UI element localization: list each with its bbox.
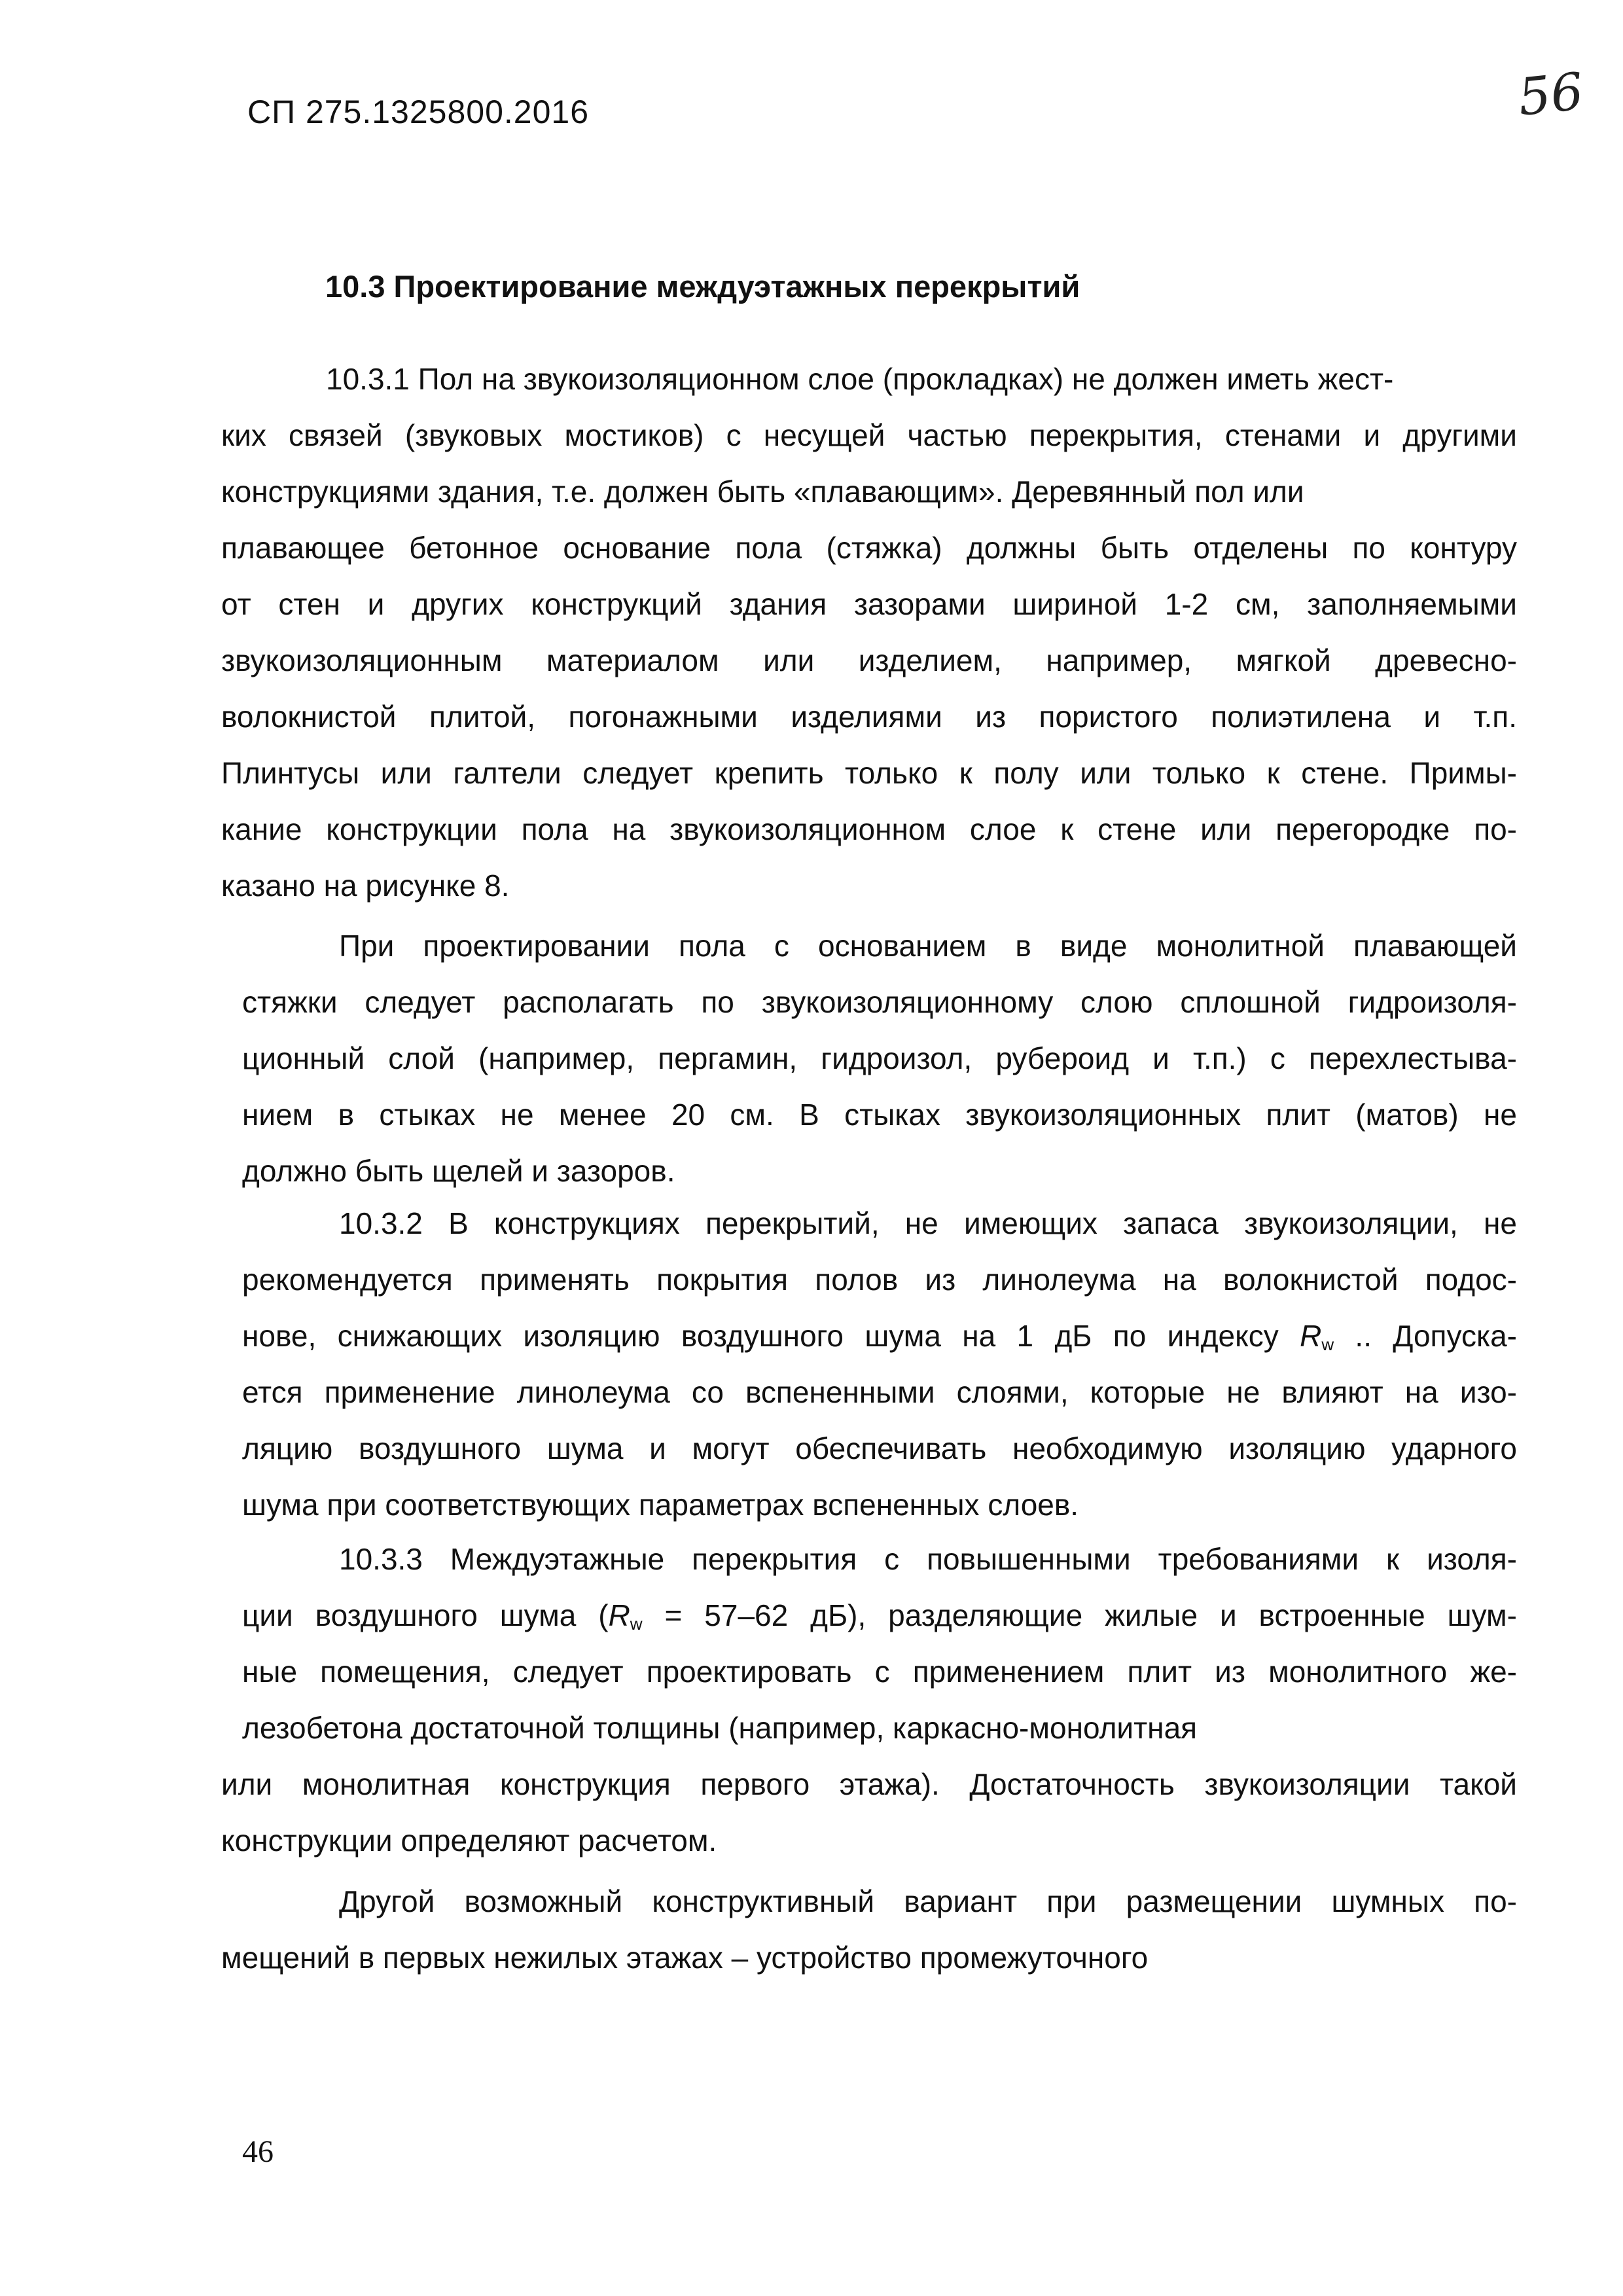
text-line: волокнистой плитой, погонажными изделиями из пористого полиэтилена и т.п. [221,700,1517,734]
text-span: .. Допуска- [1334,1319,1517,1353]
text-line: Другой возможный конструктивный вариант при размещении шумных по- [339,1884,1517,1918]
text-line: ких связей (звуковых мостиков) с несущей частью перекрытия, стенами и другими [221,418,1517,452]
index-symbol: R [1300,1319,1322,1353]
handwritten-page-mark: 56 [1515,62,1586,128]
text-line: нием в стыках не менее 20 см. В стыках звукоизоляционных плит (матов) не [242,1098,1517,1132]
text-line: кание конструкции пола на звукоизоляционном слое к стене или перегородке по- [221,812,1517,846]
text-line: ные помещения, следует проектировать с применением плит из монолитного же- [242,1655,1517,1689]
text-line: от стен и других конструкций здания зазорами шириной 1-2 см, заполняемыми [221,587,1517,621]
index-symbol: R [608,1598,630,1632]
text-line: ляцию воздушного шума и могут обеспечивать необходимую изоляцию ударного [242,1431,1517,1465]
text-line: При проектировании пола с основанием в виде монолитной плавающей [339,929,1517,963]
section-heading: 10.3 Проектирование междуэтажных перекрытий [325,269,1080,304]
text-line: ционный слой (например, пергамин, гидроизол, рубероид и т.п.) с перехлестыва- [242,1041,1517,1075]
text-line: плавающее бетонное основание пола (стяжка) должны быть отделены по контуру [221,531,1517,565]
text-line: шума при соответствующих параметрах вспененных слоев. [242,1488,1079,1522]
text-span: = 57–62 дБ), разделяющие жилые и встроенные шум- [642,1598,1517,1632]
text-line: должно быть щелей и зазоров. [242,1154,675,1188]
text-line: звукоизоляционным материалом или изделием, например, мягкой древесно- [221,643,1517,677]
text-line: 10.3.2 В конструкциях перекрытий, не имеющих запаса звукоизоляции, не [339,1206,1517,1240]
text-line: лезобетона достаточной толщины (например, каркасно-монолитная [242,1711,1198,1745]
text-line: конструкции определяют расчетом. [221,1823,717,1857]
text-line: Плинтусы или галтели следует крепить только к полу или только к стене. Примы- [221,756,1517,790]
index-subscript: w [630,1614,643,1634]
text-line: ется применение линолеума со вспененными слоями, которые не влияют на изо- [242,1375,1517,1409]
page-number: 46 [242,2134,274,2169]
text-line: или монолитная конструкция первого этажа). Достаточность звукоизоляции такой [221,1767,1517,1801]
text-line-with-index [242,1598,1517,1654]
text-line: рекомендуется применять покрытия полов из линолеума на волокнистой подос- [242,1263,1517,1297]
text-line: конструкциями здания, т.е. должен быть «плавающим». Деревянный пол или [221,475,1304,509]
text-line: 10.3.3 Междуэтажные перекрытия с повышенными требованиями к изоля- [339,1542,1517,1576]
text-line: 10.3.1 Пол на звукоизоляционном слое (прокладках) не должен иметь жест- [326,362,1394,396]
text-line: стяжки следует располагать по звукоизоляционному слою сплошной гидроизоля- [242,985,1517,1019]
text-line: мещений в первых нежилых этажах – устройство промежуточного [221,1941,1149,1975]
index-subscript: w [1321,1335,1334,1354]
text-span: ции воздушного шума ( [242,1598,609,1632]
text-line: казано на рисунке 8. [221,869,510,903]
text-line-with-index [242,1318,1517,1374]
text-span: нове, снижающих изоляцию воздушного шума на 1 дБ по индексу [242,1319,1300,1353]
standard-code: СП 275.1325800.2016 [247,94,590,130]
